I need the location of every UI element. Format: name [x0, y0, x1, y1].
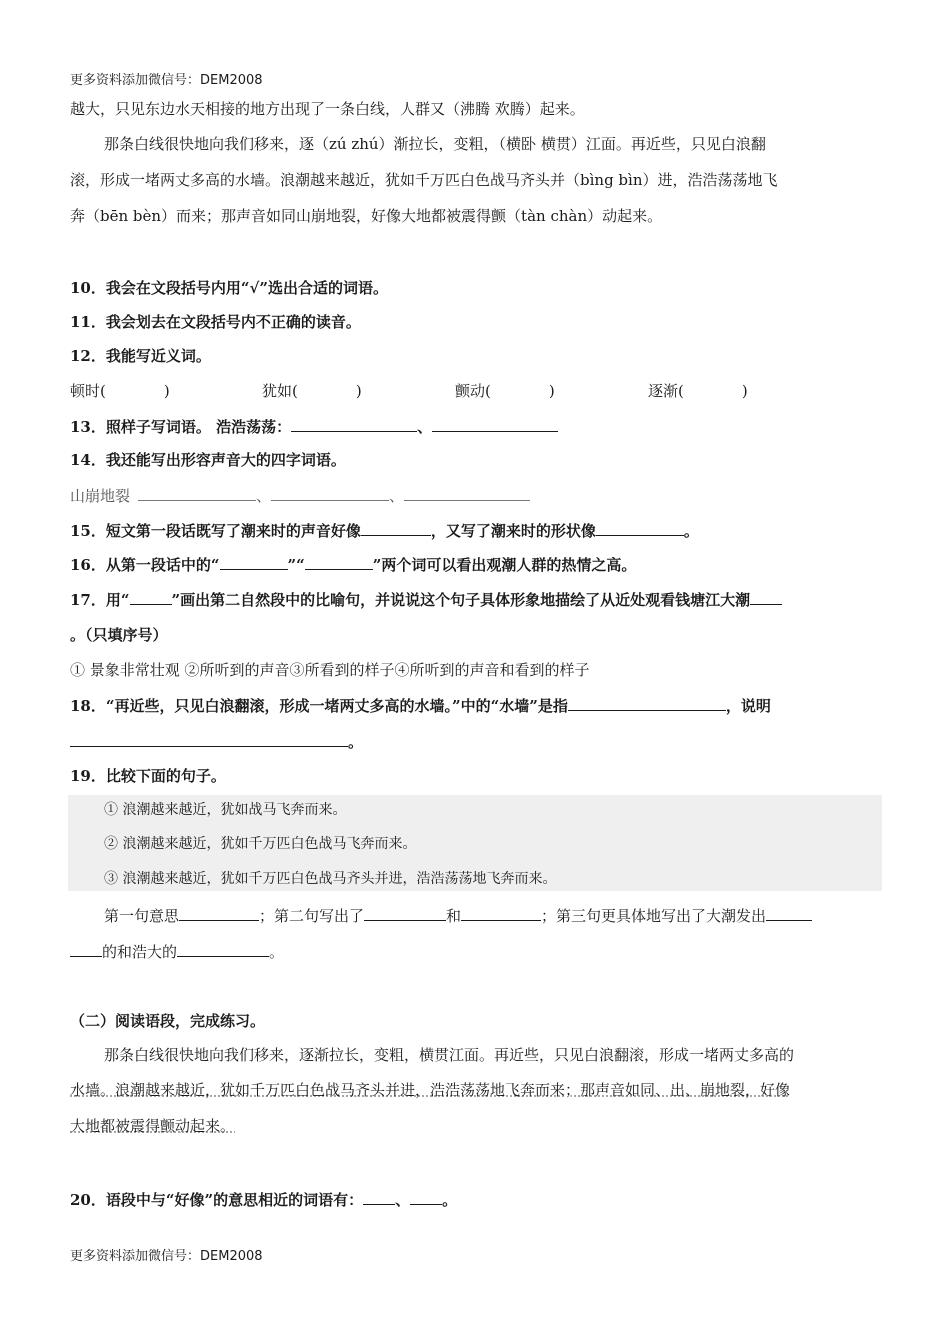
- comparison-sentence: ① 浪潮越来越近，犹如战马飞奔而来。: [104, 802, 347, 818]
- question-12: 12．我能写近义词。: [70, 347, 211, 365]
- question-14: 14．我还能写出形容声音大的四字词语。: [70, 451, 346, 469]
- answer-blank[interactable]: [130, 588, 172, 605]
- question-19-fill-continuation: 的和浩大的 。: [70, 940, 284, 963]
- question-20: 20．语段中与“好像”的意思相近的词语有： 、 。: [70, 1188, 457, 1211]
- passage-line: 滚，形成一堵两丈多高的水墙。浪潮越来越近，犹如千万匹白色战马齐头并（bìng bìn）进，浩浩荡荡地飞: [70, 171, 778, 189]
- synonym-item: 顿时( ): [70, 382, 170, 400]
- question-13: 13．照样子写词语。 浩浩荡荡： 、: [70, 415, 558, 438]
- synonym-item: 颤动( ): [455, 382, 555, 400]
- answer-blank[interactable]: [361, 519, 431, 536]
- question-10: 10．我会在文段括号内用“√”选出合适的词语。: [70, 279, 388, 297]
- section-2-title: （二）阅读语段，完成练习。: [70, 1012, 266, 1030]
- question-18: 18．“再近些，只见白浪翻滚，形成一堵两丈多高的水墙。”中的“水墙”是指 ，说明: [70, 694, 771, 717]
- answer-blank[interactable]: [750, 588, 782, 605]
- passage-line: 越大，只见东边水天相接的地方出现了一条白线，人群又（沸腾 欢腾）起来。: [70, 100, 585, 118]
- answer-blank[interactable]: [177, 940, 269, 957]
- answer-blank[interactable]: [596, 519, 684, 536]
- question-17-continuation: 。（只填序号）: [70, 626, 168, 644]
- page-footer: 更多资料添加微信号：DEM2008: [70, 1249, 263, 1264]
- answer-blank[interactable]: [70, 730, 348, 747]
- comparison-sentence: ③ 浪潮越来越近，犹如千万匹白色战马齐头并进，浩浩荡荡地飞奔而来。: [104, 871, 557, 887]
- answer-blank[interactable]: [305, 553, 373, 570]
- synonym-item: 逐渐( ): [648, 382, 748, 400]
- answer-blank[interactable]: [461, 904, 541, 921]
- answer-blank[interactable]: [271, 484, 389, 501]
- answer-blank[interactable]: [179, 904, 259, 921]
- answer-blank[interactable]: [410, 1188, 442, 1205]
- passage-line: 奔（bēn bèn）而来；那声音如同山崩地裂，好像大地都被震得颤（tàn chàn）动起来。: [70, 207, 663, 225]
- answer-blank[interactable]: [404, 484, 530, 501]
- answer-blank[interactable]: [138, 484, 256, 501]
- question-15: 15．短文第一段话既写了潮来时的声音好像 ，又写了潮来时的形状像 。: [70, 519, 699, 542]
- answer-blank[interactable]: [432, 415, 558, 432]
- synonym-item: 犹如( ): [262, 382, 362, 400]
- passage-line: 那条白线很快地向我们移来，逐（zú zhú）渐拉长，变粗，（横卧 横贯）江面。再近些，只见白浪翻: [104, 135, 766, 153]
- question-19-fill: 第一句意思 ；第二句写出了 和 ；第三句更具体地写出了大潮发出: [104, 904, 812, 927]
- passage-line: 那条白线很快地向我们移来，逐渐拉长，变粗，横贯江面。再近些，只见白浪翻滚，形成一堵两丈多高的: [104, 1046, 795, 1064]
- question-16: 16．从第一段话中的“ ”“ ”两个词可以看出观潮人群的热情之高。: [70, 553, 636, 576]
- question-19: 19．比较下面的句子。: [70, 767, 226, 785]
- passage-line: 水墙。浪潮越来越近，犹如千万匹白色战马齐头并进，浩浩荡荡地飞奔而来；那声音如同、出、崩地裂，好像: [70, 1081, 791, 1099]
- answer-blank[interactable]: [766, 904, 812, 921]
- answer-blank[interactable]: [568, 694, 726, 711]
- question-17: 17．用“ ”画出第二自然段中的比喻句，并说说这个句子具体形象地描绘了从近处观看钱塘江大潮: [70, 588, 782, 611]
- answer-blank[interactable]: [291, 415, 417, 432]
- answer-blank[interactable]: [364, 904, 446, 921]
- answer-blank[interactable]: [363, 1188, 395, 1205]
- question-14-answer: 山崩地裂 、 、: [70, 484, 530, 507]
- passage-line: 大地都被震得颤动起来。: [70, 1117, 236, 1135]
- question-17-options: ① 景象非常壮观 ②所听到的声音③所看到的样子④所听到的声音和看到的样子: [70, 661, 590, 679]
- page-header: 更多资料添加微信号：DEM2008: [70, 73, 263, 88]
- comparison-sentence: ② 浪潮越来越近，犹如千万匹白色战马飞奔而来。: [104, 836, 417, 852]
- question-11: 11．我会划去在文段括号内不正确的读音。: [70, 313, 361, 331]
- question-18-continuation: 。: [70, 730, 363, 753]
- answer-blank[interactable]: [220, 553, 288, 570]
- answer-blank[interactable]: [70, 940, 102, 957]
